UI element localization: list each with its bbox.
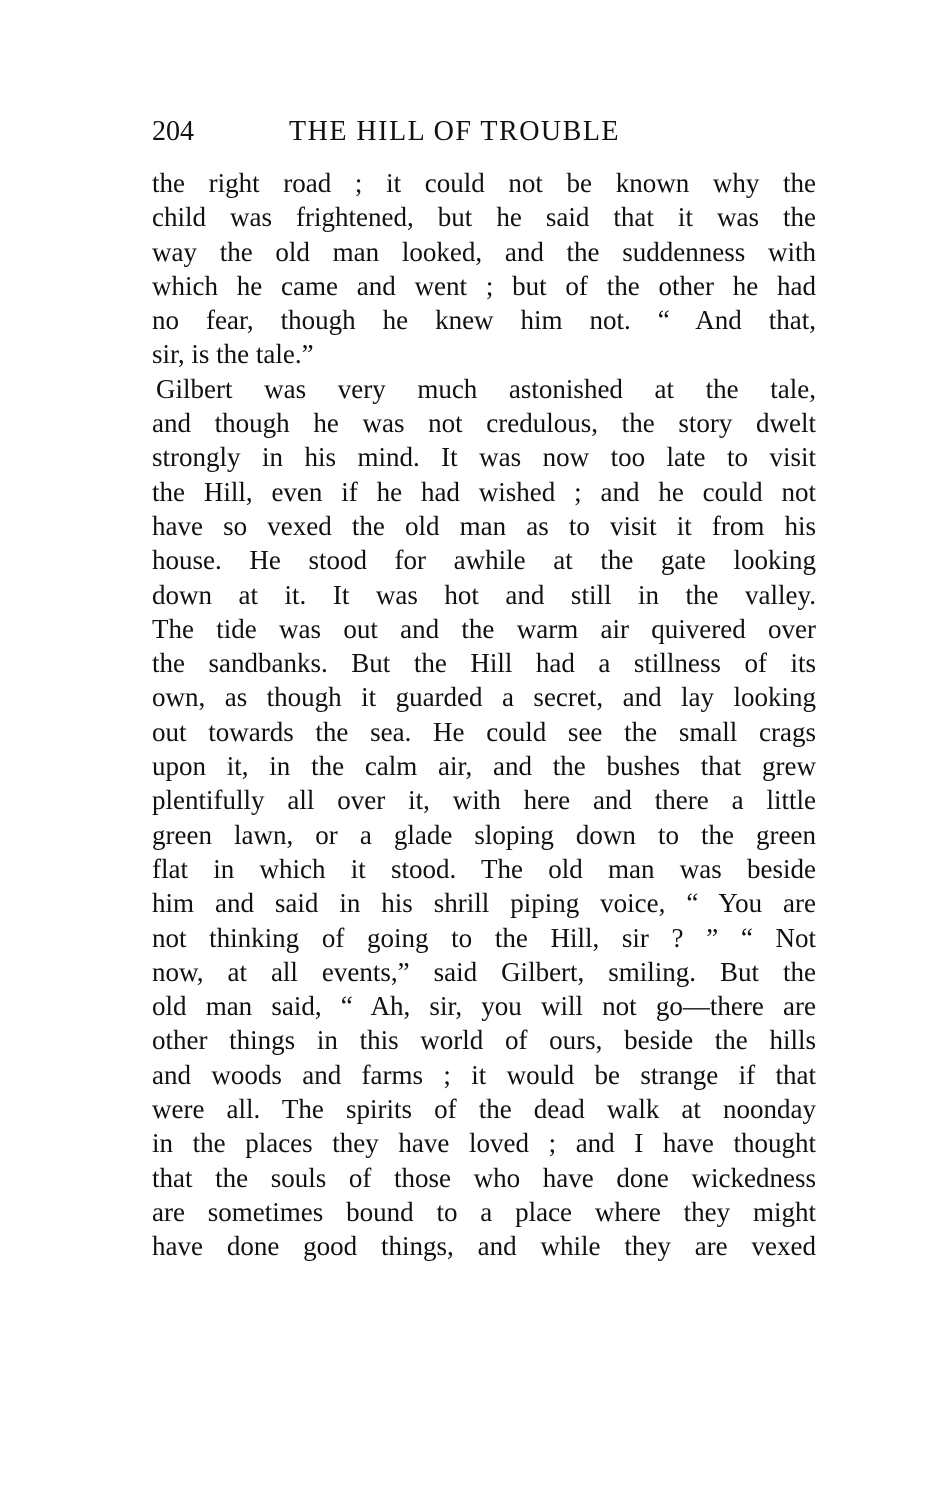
- text-line: plentifully all over it, with here and there a little: [152, 785, 816, 816]
- text-line: flat in which it stood. The old man was beside: [152, 853, 816, 884]
- text-line: The tide was out and the warm air quivered over: [152, 613, 816, 644]
- text-line: no fear, though he knew him not. “ And that,: [152, 305, 816, 336]
- running-title: THE HILL OF TROUBLE: [289, 116, 621, 147]
- text-line: child was frightened, but he said that it was the: [152, 202, 816, 233]
- text-line: way the old man looked, and the suddenness with: [152, 236, 816, 267]
- text-line: old man said, “ Ah, sir, you will not go—there are: [152, 991, 816, 1022]
- text-line: down at it. It was hot and still in the valley.: [152, 579, 816, 610]
- text-line: the right road ; it could not be known why the: [152, 168, 816, 198]
- text-line: and woods and farms ; it would be strange if that: [152, 1059, 816, 1090]
- text-line: now, at all events,” said Gilbert, smiling. But the: [152, 956, 816, 987]
- text-line: that the souls of those who have done wickedness: [152, 1162, 816, 1193]
- page-number: 204: [152, 116, 194, 147]
- text-line: have so vexed the old man as to visit it from his: [152, 510, 816, 541]
- text-line: sir, is the tale.”: [152, 339, 314, 370]
- text-line: strongly in his mind. It was now too late to visit: [152, 442, 816, 473]
- text-line: own, as though it guarded a secret, and lay looking: [152, 682, 816, 713]
- text-line: have done good things, and while they are vexed: [152, 1231, 816, 1262]
- body-text: [152, 166, 816, 1264]
- page-header: [152, 112, 816, 152]
- text-line: out towards the sea. He could see the small crags: [152, 716, 816, 747]
- text-line: the sandbanks. But the Hill had a stillness of its: [152, 648, 816, 679]
- paragraph-2: [152, 372, 816, 1264]
- paragraph-1: [152, 166, 816, 372]
- text-line: him and said in his shrill piping voice, “ You are: [152, 888, 816, 919]
- text-line: were all. The spirits of the dead walk at noonday: [152, 1094, 816, 1125]
- text-line: upon it, in the calm air, and the bushes that grew: [152, 751, 816, 782]
- text-line: which he came and went ; but of the other he had: [152, 270, 816, 301]
- text-line: other things in this world of ours, beside the hills: [152, 1025, 816, 1056]
- text-line: in the places they have loved ; and I have thought: [152, 1128, 816, 1159]
- text-line: the Hill, even if he had wished ; and he could not: [152, 476, 816, 507]
- text-line: not thinking of going to the Hill, sir ? ” “ Not: [152, 922, 816, 953]
- text-line: and though he was not credulous, the story dwelt: [152, 408, 816, 439]
- text-line: Gilbert was very much astonished at the tale,: [156, 373, 816, 404]
- text-line: green lawn, or a glade sloping down to the green: [152, 819, 816, 850]
- text-line: are sometimes bound to a place where they might: [152, 1196, 816, 1227]
- text-line: house. He stood for awhile at the gate looking: [152, 545, 816, 576]
